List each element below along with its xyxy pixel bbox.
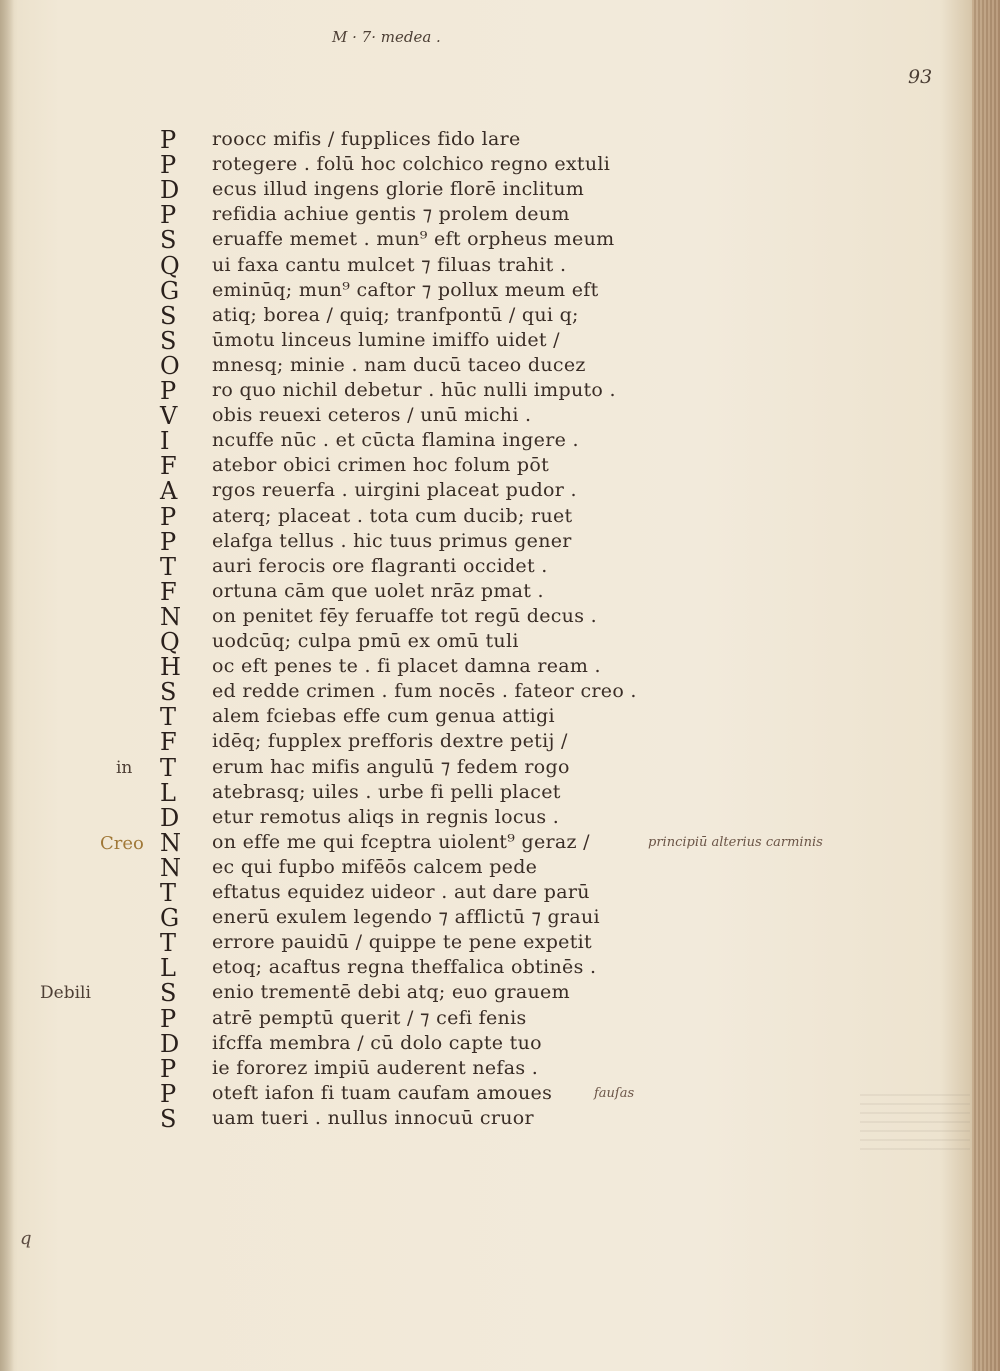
verse-text: uam tueri . nullus innocuū cruor	[212, 1106, 534, 1129]
verse-text: atrē pemptū querit / ⁊ cefi fenis	[212, 1006, 527, 1029]
verse-text: eftatus equidez uideor . aut dare parū	[212, 881, 590, 903]
verse-text: alem fciebas effe cum genua attigi	[212, 705, 555, 728]
line-initial: V	[160, 402, 178, 431]
verse-text: mnesq; minie . nam ducū taceo ducez	[212, 353, 586, 376]
line-initial: T	[160, 552, 177, 581]
show-through-text	[860, 1090, 970, 1150]
line-initial: T	[160, 929, 177, 958]
line-initial: S	[160, 979, 177, 1008]
line-initial: S	[160, 326, 177, 355]
line-initial: P	[160, 527, 177, 556]
verse-text: oteft iafon fi tuam caufam amoues	[212, 1081, 553, 1104]
line-initial: O	[160, 351, 180, 380]
line-initial: H	[160, 653, 181, 682]
verse-text: refidia achiue gentis ⁊ prolem deum	[212, 203, 570, 226]
verse-text: obis reuexi ceteros / unū michi .	[212, 404, 532, 427]
line-initial: F	[160, 728, 177, 757]
line-initial: P	[160, 126, 177, 154]
running-header: M · 7· medea .	[332, 28, 441, 46]
quire-mark: q	[20, 1228, 32, 1249]
verse-text: eminūq; mun⁹ caftor ⁊ pollux meum eft	[212, 278, 599, 301]
verse-text: roocc mifis / fupplices fido lare	[212, 128, 521, 150]
line-initial: S	[160, 678, 177, 707]
line-initial: S	[160, 226, 177, 255]
line-initial: D	[160, 176, 180, 205]
line-initial: G	[160, 904, 180, 933]
line-initial: P	[160, 201, 177, 230]
verse-text: errore pauidū / quippe te pene expetit	[212, 931, 592, 954]
verse-text: enerū exulem legendo ⁊ afflictū ⁊ graui	[212, 906, 600, 929]
verse-text: ui faxa cantu mulcet ⁊ filuas trahit .	[212, 253, 567, 276]
line-initial: F	[160, 577, 177, 606]
line-initial: D	[160, 803, 180, 832]
verse-text: auri ferocis ore flagranti occidet .	[212, 554, 548, 577]
verse-text: atebor obici crimen hoc folum pōt	[212, 454, 550, 477]
verse-text: erum hac mifis angulū ⁊ fedem rogo	[212, 755, 570, 778]
line-initial: I	[160, 427, 170, 456]
verse-text: elafga tellus . hic tuus primus gener	[212, 529, 572, 552]
margin-note-left: Debili	[40, 983, 91, 1004]
line-initial: L	[160, 954, 176, 983]
margin-note-right: principiū alterius carminis	[648, 834, 823, 850]
page-edge	[972, 0, 1000, 1371]
folio-number: 93	[908, 66, 933, 88]
verse-text: aterq; placeat . tota cum ducib; ruet	[212, 504, 573, 527]
verse-text: ro quo nichil debetur . hūc nulli imputo .	[212, 379, 616, 401]
line-initial: P	[160, 377, 177, 405]
line-initial: N	[160, 602, 181, 631]
verse-text: etur remotus aliqs in regnis locus .	[212, 805, 560, 828]
verse-text: ncuffe nūc . et cūcta flamina ingere .	[212, 429, 579, 452]
speaker-label: Creo	[100, 832, 144, 854]
verse-text: ecus illud ingens glorie florē inclitum	[212, 178, 585, 201]
line-initial: T	[160, 753, 177, 782]
margin-note-left: in	[116, 757, 133, 778]
verse-text: rotegere . folū hoc colchico regno extuli	[212, 153, 611, 176]
verse-text: oc eft penes te . fi placet damna ream .	[212, 655, 601, 678]
verse-text: rgos reuerfa . uirgini placeat pudor .	[212, 479, 577, 502]
line-initial: P	[160, 1004, 177, 1033]
verse-text: idēq; fupplex prefforis dextre petij /	[212, 730, 568, 753]
line-initial: S	[160, 1104, 177, 1133]
line-initial: P	[160, 502, 177, 531]
line-initial: S	[160, 301, 177, 330]
line-initial: Q	[160, 251, 180, 280]
verse-text: ec qui fupbo mifēōs calcem pede	[212, 855, 538, 878]
line-initial: A	[160, 477, 178, 506]
line-initial: T	[160, 879, 177, 907]
line-initial: F	[160, 452, 177, 481]
verse-text: ifcffa membra / cū dolo capte tuo	[212, 1031, 542, 1054]
verse-text: ortuna cām que uolet nrāz pmat .	[212, 579, 544, 602]
line-initial: P	[160, 1054, 177, 1083]
line-initial: Q	[160, 628, 180, 656]
line-initial: G	[160, 276, 180, 305]
verse-text: ūmotu linceus lumine imiffo uidet /	[212, 328, 560, 351]
gutter-shadow	[0, 0, 14, 1371]
verse-text: etoq; acaftus regna theffalica obtinēs .	[212, 956, 597, 979]
verse-text: ie fororez impiū auderent nefas .	[212, 1056, 539, 1079]
line-initial: L	[160, 778, 176, 807]
margin-note-right: fauſas	[594, 1085, 635, 1101]
verse-text: on effe me qui fceptra uiolent⁹ geraz /	[212, 830, 590, 853]
line-initial: T	[160, 703, 177, 732]
verse-text: eruaffe memet . mun⁹ eft orpheus meum	[212, 228, 615, 251]
verse-text: on penitet fēy feruaffe tot regū decus .	[212, 604, 597, 627]
line-initial: P	[160, 151, 177, 180]
verse-text: atiq; borea / quiq; tranfpontū / qui q;	[212, 303, 579, 326]
verse-text: ed redde crimen . fum nocēs . fateor creo .	[212, 680, 637, 703]
verse-text: uodcūq; culpa pmū ex omū tuli	[212, 630, 519, 652]
verse-text: enio trementē debi atq; euo grauem	[212, 981, 570, 1004]
line-initial: N	[160, 853, 181, 882]
verse-text: atebrasq; uiles . urbe fi pelli placet	[212, 780, 561, 803]
line-initial: P	[160, 1079, 177, 1108]
line-initial: D	[160, 1029, 180, 1058]
line-initial: N	[160, 828, 181, 857]
